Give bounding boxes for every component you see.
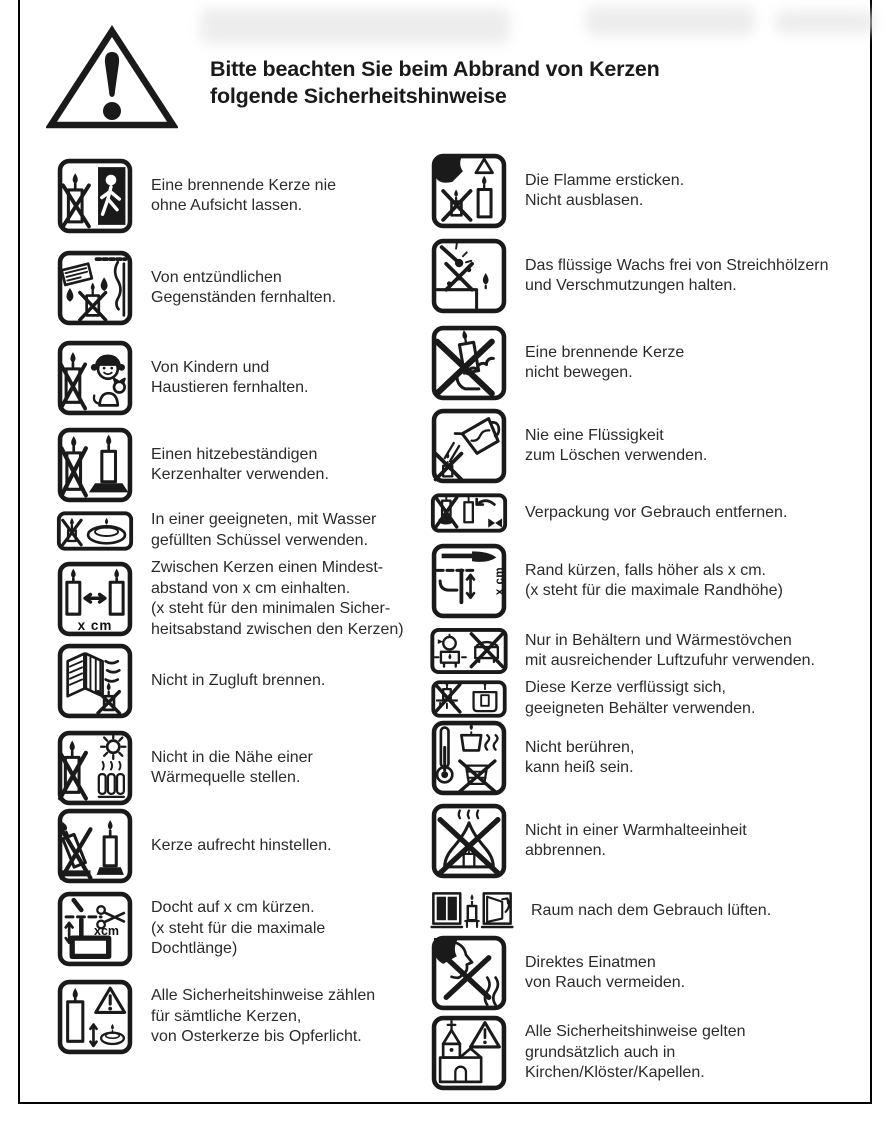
text-line: von Osterkerze bis Opferlicht. (151, 1028, 362, 1046)
text-line: Direktes Einatmen (525, 953, 656, 971)
text-line: zum Löschen verwenden. (525, 447, 708, 464)
rim-trim-icon (430, 543, 508, 619)
title-line-2: folgende Sicherheitshinweise (210, 84, 507, 108)
safety-item-smother-flame (430, 153, 684, 229)
text-line: Nie eine Flüssigkeit (525, 426, 664, 444)
text-line: Das flüssige Wachs frei von Streichhölzern (525, 256, 829, 274)
text-line: Raum nach dem Gebrauch lüften. (531, 901, 772, 919)
safety-item-rim-trim (430, 543, 783, 619)
safety-item-heat-source (56, 730, 313, 806)
packaging-removal-icon (430, 493, 508, 533)
upright-candle-icon (56, 808, 134, 884)
text-line: Nur in Behältern und Wärmestövchen (525, 631, 792, 649)
text-line: Diese Kerze verflüssigt sich, (525, 679, 726, 696)
text-line: Rand kürzen, falls höher als x cm. (525, 561, 766, 579)
heat-resistant-holder-icon (56, 427, 134, 503)
safety-item-church-use (430, 1015, 746, 1091)
text-line: Die Flamme ersticken. (525, 171, 685, 189)
water-bowl-icon (56, 511, 134, 551)
safety-item-moving-candle (430, 325, 684, 401)
text-line: In einer geeigneten, mit Wasser (151, 511, 377, 528)
icon-label: xcm (94, 924, 120, 938)
safety-text (151, 671, 325, 692)
right-column (430, 0, 878, 1100)
moving-candle-icon (430, 325, 508, 401)
text-line: von Rauch vermeiden. (525, 974, 686, 991)
safety-text (151, 986, 375, 1048)
safety-text (151, 358, 308, 399)
text-line: Zwischen Kerzen einen Mindest- (151, 559, 384, 576)
text-line: Dochtlänge) (151, 940, 238, 958)
smother-flame-icon (430, 153, 508, 229)
safety-item-smoke-inhalation (430, 935, 685, 1011)
safety-item-water-bowl (56, 510, 376, 551)
safety-text (525, 343, 684, 384)
safety-text (525, 953, 685, 994)
church-use-icon (430, 1015, 508, 1091)
text-line: für sämtliche Kerzen, (151, 1007, 302, 1025)
text-line: Von entzündlichen (151, 268, 282, 286)
safety-item-upright-candle (56, 808, 332, 884)
text-line: Kerze aufrecht hinstellen. (151, 836, 332, 854)
text-line: Einen hitzebeständigen (151, 445, 318, 463)
safety-item-packaging-removal (430, 493, 787, 533)
flammable-objects-icon (56, 250, 134, 326)
heat-source-icon (56, 730, 134, 806)
safety-text (151, 898, 325, 960)
left-column (56, 0, 428, 1100)
safety-text (525, 171, 684, 212)
text-line: Haustieren fernhalten. (151, 379, 309, 396)
safety-text (151, 836, 332, 857)
hot-surface-icon (430, 720, 508, 796)
text-line: abbrennen. (525, 842, 606, 859)
safety-text (151, 176, 336, 217)
candle-distance-icon (56, 561, 134, 637)
text-line: Kerzenhalter verwenden. (151, 466, 329, 483)
safety-text (525, 561, 783, 602)
wax-contamination-icon (430, 238, 508, 314)
text-line: und Verschmutzungen halten. (525, 277, 737, 294)
draft-icon (56, 643, 134, 719)
children-pets-icon (56, 340, 134, 416)
safety-text (525, 426, 707, 467)
text-line: Gegenständen fernhalten. (151, 289, 337, 306)
smoke-inhalation-icon (430, 935, 508, 1011)
text-line: kann heiß sein. (525, 759, 634, 776)
text-line: grundsätzlich auch in (525, 1043, 676, 1061)
safety-text (151, 268, 336, 309)
icon-label: x cm (493, 566, 506, 596)
safety-text (525, 1022, 746, 1084)
safety-text (525, 738, 634, 779)
safety-text (531, 901, 771, 922)
text-line: Docht auf x cm kürzen. (151, 899, 315, 917)
safety-item-draft (56, 643, 325, 719)
text-line: Verpackung vor Gebrauch entfernen. (525, 503, 788, 521)
icon-label: x cm (77, 618, 113, 633)
safety-text (151, 748, 313, 789)
text-line: Kirchen/Klöster/Kapellen. (525, 1064, 705, 1082)
text-line: gefüllten Schüssel verwenden. (151, 531, 369, 549)
safety-item-warming-unit (430, 803, 747, 879)
safety-item-candle-unattended (56, 158, 336, 234)
safety-item-wax-contamination (430, 238, 829, 314)
text-line: Alle Sicherheitshinweise gelten (525, 1023, 746, 1041)
text-line: Nicht berühren, (525, 738, 635, 756)
safety-text (525, 631, 815, 672)
text-line: Von Kindern und (151, 358, 270, 376)
safety-item-heat-resistant-holder (56, 427, 329, 503)
wick-trim-icon (56, 891, 134, 967)
container-airflow-icon (430, 627, 508, 675)
text-line: abstand von x cm einhalten. (151, 579, 351, 597)
title-line-1: Bitte beachten Sie beim Abbrand von Kerzen (210, 57, 660, 81)
safety-text (151, 558, 404, 640)
liquid-extinguish-icon (430, 408, 508, 484)
warming-unit-icon (430, 803, 508, 879)
text-line: Alle Sicherheitshinweise zählen (151, 987, 376, 1005)
text-line: (x steht für die maximale Randhöhe) (525, 582, 783, 599)
text-line: (x steht für die maximale (151, 919, 326, 937)
safety-item-all-candle-types (56, 979, 375, 1055)
text-line: ohne Aufsicht lassen. (151, 197, 303, 214)
text-line: Nicht in Zugluft brennen. (151, 671, 326, 689)
candle-unattended-icon (56, 158, 134, 234)
safety-item-children-pets (56, 340, 308, 416)
text-line: Nicht in einer Warmhalteeinheit (525, 821, 747, 839)
text-line: Nicht in die Nähe einer (151, 748, 313, 766)
safety-text (525, 256, 829, 297)
safety-item-hot-surface (430, 720, 634, 796)
text-line: geeigneten Behälter verwenden. (525, 699, 756, 717)
liquefying-candle-icon (430, 680, 508, 718)
safety-item-container-airflow (430, 627, 815, 675)
safety-text (525, 821, 747, 862)
text-line: Eine brennende Kerze nie (151, 176, 337, 194)
safety-item-liquid-extinguish (430, 408, 707, 484)
safety-item-flammable-objects (56, 250, 336, 326)
all-candle-types-icon (56, 979, 134, 1055)
safety-item-candle-distance (56, 558, 404, 640)
ventilate-room-icon (430, 890, 514, 932)
safety-text (151, 445, 329, 486)
safety-text (525, 678, 755, 719)
text-line: Nicht ausblasen. (525, 192, 644, 209)
safety-item-liquefying-candle (430, 678, 755, 719)
safety-item-wick-trim (56, 891, 325, 967)
text-line: heitsabstand zwischen den Kerzen) (151, 620, 404, 638)
text-line: Eine brennende Kerze (525, 343, 685, 361)
text-line: mit ausreichender Luftzufuhr verwenden. (525, 652, 815, 669)
safety-text (151, 510, 376, 551)
text-line: nicht bewegen. (525, 364, 633, 381)
safety-item-ventilate-room (430, 890, 771, 932)
text-line: Wärmequelle stellen. (151, 769, 301, 786)
safety-text (525, 503, 787, 524)
text-line: (x steht für den minimalen Sicher- (151, 600, 391, 617)
